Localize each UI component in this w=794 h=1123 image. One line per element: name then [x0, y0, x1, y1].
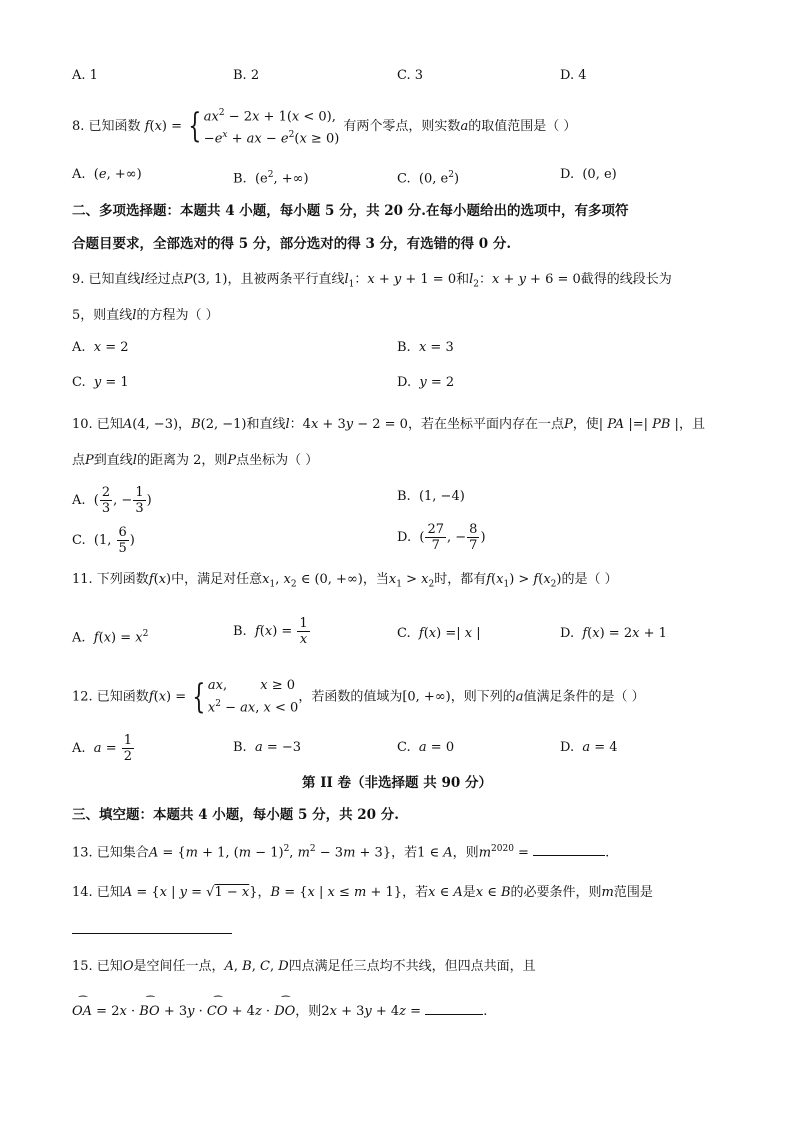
- question-9-line2: 5，则直线l的方程为（ ）: [72, 308, 219, 323]
- question-15: 15. 已知O是空间任一点，A, B, C, D四点满足任三点均不共线，但四点共面，且: [72, 959, 536, 974]
- q9-option-c: C. y = 1: [72, 375, 129, 390]
- q11-option-c: C. f(x) =| x |: [397, 626, 481, 641]
- q12-option-b: B. a = −3: [233, 740, 302, 755]
- q13-answer-blank[interactable]: [533, 841, 605, 856]
- q7-option-c: C. 3: [397, 68, 424, 83]
- question-10: 10. 已知A(4, −3)，B(2, −1)和直线l：4x + 3y − 2 = 0，若在坐标平面内存在一点P，使| PA |=| PB |，且: [72, 417, 705, 432]
- q8-option-b: B. ($e^2$, +∞): [233, 170, 309, 187]
- question-11: 11. 下列函数f(x)中，满足对任意$x_1$, $x_2$ ∈ (0, +∞)，当$x_1 > x_2$时，都有$f(x_1) > f(x_2)$的是（ ）: [72, 572, 618, 590]
- part-2-title: 第 II 卷（非选择题 共 90 分）: [302, 775, 492, 791]
- q9-option-b: B. x = 3: [397, 340, 454, 355]
- q8-option-d: D. (0, e): [560, 167, 617, 182]
- question-13: 13. 已知集合A = {m + 1, $(m - 1)^2$, $m^2 - 3m + 3$}，若1 ∈ A，则$m^{2020}$ = .: [72, 840, 609, 862]
- q7-option-b: B. 2: [233, 68, 260, 83]
- question-12: 12. 已知函数f(x) = { ax, x ≥ 0 $x^2$ − ax, x < 0 ，若函数的值域为[0, +∞)，则下列的a值满足条件的是（ ）: [72, 677, 645, 718]
- question-9: 9. 已知直线l经过点P(3, 1)，且被两条平行直线$l_1$：x + y + 1 = 0和$l_2$：x + y + 6 = 0截得的线段长为: [72, 272, 672, 290]
- q15-answer-blank[interactable]: [425, 1000, 483, 1015]
- q7-option-a: A. 1: [72, 68, 98, 83]
- q11-option-a: A. $f(x) = x^2$: [72, 629, 149, 646]
- q14-answer-blank[interactable]: [72, 933, 232, 934]
- q10-option-a: A. ( $\frac{2}{3}$ , − $\frac{1}{3}$ ): [72, 485, 152, 516]
- section-2-heading-line1: 二、多项选择题：本题共 4 小题，每小题 5 分，共 20 分.在每小题给出的选项中，有多项符: [72, 203, 629, 219]
- question-10-line2: 点P到直线l的距离为 2，则P点坐标为（ ）: [72, 453, 319, 468]
- q12-option-a: A. a = $\frac{1}{2}$: [72, 733, 133, 764]
- q8-prefix: 8. 已知函数: [72, 118, 141, 134]
- q9-option-d: D. y = 2: [397, 375, 455, 390]
- q12-option-d: D. a = 4: [560, 740, 618, 755]
- q10-option-c: C. (1, $\frac{6}{5}$ ): [72, 525, 135, 556]
- q8-suffix: 有两个零点，则实数: [343, 118, 461, 134]
- q8-option-a: A. (e, +∞): [72, 167, 142, 182]
- q12-option-c: C. a = 0: [397, 740, 455, 755]
- question-14: 14. 已知A = {x | y = √1 − x}，B = {x | x ≤ m + 1}，若x ∈ A是x ∈ B的必要条件，则m范围是: [72, 885, 653, 900]
- q7-option-d: D. 4: [560, 68, 587, 83]
- q9-option-a: A. x = 2: [72, 340, 129, 355]
- q10-option-b: B. (1, −4): [397, 489, 465, 504]
- q8-option-c: C. (0, $e^2$): [397, 170, 460, 187]
- q10-option-d: D. ( $\frac{27}{7}$ , − $\frac{8}{7}$ ): [397, 522, 486, 553]
- q8-function: f(x) = { $ax^2 - 2x + 1(x < 0)$, $-e^x$ + ax − $e^2(x \ge 0)$: [144, 106, 340, 147]
- q8-suffix2: 的取值范围是（ ）: [468, 118, 577, 134]
- q11-option-d: D. f(x) = 2x + 1: [560, 626, 667, 641]
- question-8: 8. 已知函数 f(x) = { $ax^2 - 2x + 1(x < 0)$, $-e^x$ + ax − $e^2(x \ge 0)$ 有两个零点，则实数a的取值范围是（ ）: [72, 106, 577, 147]
- question-15-line2: ⁀ OA = 2x · ⁀ BO + 3y · ⁀ CO + 4z · ⁀ DO，则2x + 3y + 4z = .: [72, 1000, 487, 1021]
- section-2-heading-line2: 合题目要求，全部选对的得 5 分，部分选对的得 3 分，有选错的得 0 分.: [72, 236, 512, 252]
- q11-option-b: B. f(x) = $\frac{1}{x}$: [233, 616, 308, 647]
- section-3-heading: 三、填空题：本题共 4 小题，每小题 5 分，共 20 分.: [72, 807, 399, 823]
